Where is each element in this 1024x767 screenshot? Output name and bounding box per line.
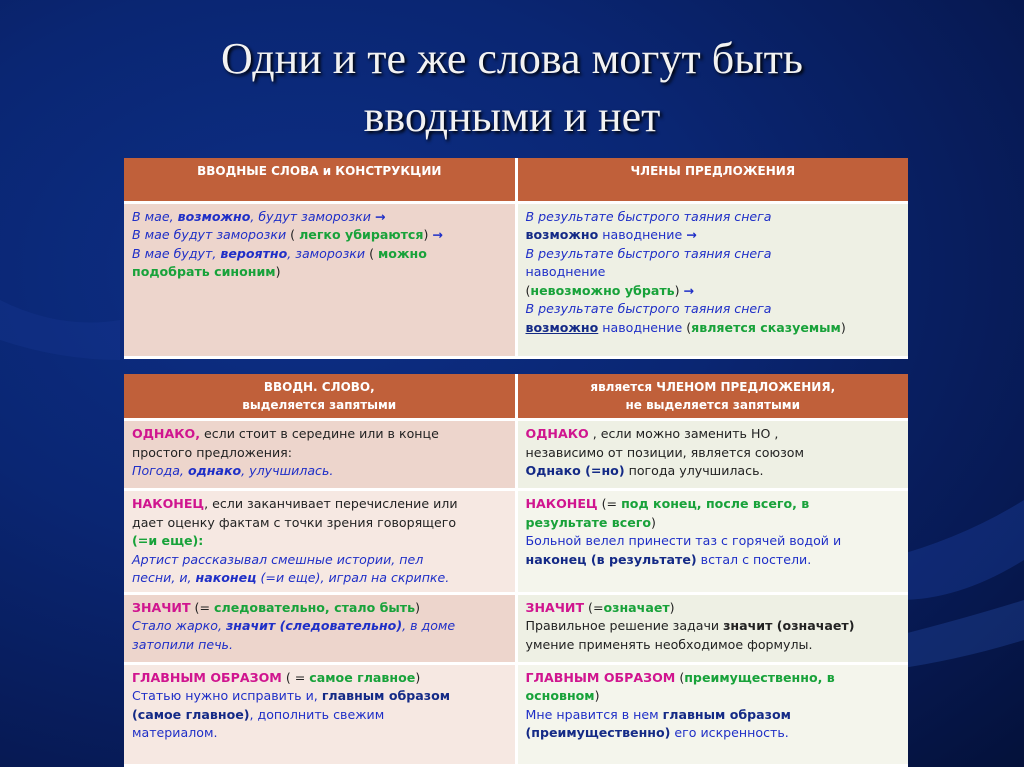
text-segment: означает — [603, 599, 670, 615]
text-segment: Правильное решение задачи — [525, 618, 724, 633]
cell-line — [526, 669, 901, 688]
cell-line — [526, 636, 901, 655]
table2-row-glavnym-right — [516, 663, 908, 765]
text-segment: (= — [132, 533, 149, 548]
text-segment: ( — [365, 245, 379, 261]
cell-line — [526, 495, 901, 514]
text-segment: можно — [378, 245, 427, 261]
text-segment: Статью нужно исправить и, — [132, 688, 322, 703]
cell-line — [132, 636, 507, 655]
text-segment: (= — [584, 599, 604, 615]
cell-line — [132, 462, 507, 481]
arrow-icon: → — [683, 282, 695, 298]
cell-line — [526, 226, 901, 245]
table2-header-left — [124, 374, 516, 420]
text-segment: однако — [187, 463, 242, 478]
text-segment: если стоит в середине или в конце — [200, 426, 439, 441]
text-segment: В результате быстрого таяния снега — [525, 245, 772, 261]
text-segment: , улучшилась. — [241, 463, 334, 478]
table-introductory-vs-members — [124, 158, 908, 359]
text-segment: самое главное — [309, 669, 416, 685]
table2-header-left-line2: выделяется запятыми — [242, 398, 397, 412]
text-segment: простого предложения: — [132, 444, 292, 460]
text-segment: главным образом — [321, 688, 451, 703]
text-segment: Артист рассказывал смешные истории, пел — [132, 551, 424, 567]
cell-line — [526, 462, 901, 481]
text-segment: независимо от позиции, является союзом — [525, 444, 804, 460]
cell-line — [526, 425, 901, 444]
cell-line — [526, 263, 901, 282]
cell-line — [132, 245, 507, 264]
cell-line — [526, 245, 901, 264]
text-segment: дает оценку фактам с точки зрения говорящего — [132, 514, 457, 530]
text-segment: НАКОНЕЦ — [132, 496, 205, 511]
text-segment: возможно — [177, 208, 251, 224]
text-segment: легко убираются — [299, 227, 424, 242]
cell-line — [526, 282, 901, 301]
text-segment: (= — [597, 496, 622, 511]
text-segment: наконец (в результате) — [525, 551, 697, 567]
text-segment: ) — [275, 264, 281, 279]
arrow-icon: → — [374, 208, 386, 224]
text-segment: В мае, — [132, 208, 178, 224]
text-segment: В мае будут, — [132, 245, 221, 261]
cell-line — [132, 617, 507, 636]
text-segment: Однако (=но) — [525, 463, 625, 478]
text-segment: , играл на скрипке. — [320, 570, 450, 585]
text-segment: погода улучшилась. — [624, 463, 764, 478]
text-segment: и еще — [148, 533, 193, 548]
text-segment: под конец, после всего, в — [621, 496, 810, 511]
text-segment: ) — [840, 319, 846, 335]
text-segment: , заморозки — [287, 245, 366, 261]
cell-line — [526, 706, 901, 725]
cell-line — [526, 514, 901, 533]
text-segment: ) — [594, 688, 600, 703]
text-segment: наводнение — [525, 264, 606, 279]
text-segment: ): — [192, 533, 204, 548]
text-segment: , если можно заменить НО , — [588, 426, 779, 441]
cell-line — [526, 532, 901, 551]
table2-row-znachit-right — [516, 593, 908, 663]
text-segment: НАКОНЕЦ — [525, 496, 598, 511]
title-line-2: вводными и нет — [363, 92, 661, 141]
cell-line — [526, 300, 901, 319]
text-segment: встал с постели. — [696, 551, 812, 567]
cell-line — [526, 724, 901, 743]
cell-line — [132, 599, 507, 618]
cell-line — [526, 599, 901, 618]
text-segment: преимущественно, в — [684, 669, 835, 685]
table2-row-nakonets-right — [516, 490, 908, 594]
table2-row-nakonets-left — [124, 490, 516, 594]
text-segment: В мае будут заморозки — [132, 227, 287, 242]
table2-header-right-line1: является ЧЛЕНОМ ПРЕДЛОЖЕНИЯ, — [590, 380, 836, 394]
cell-line — [132, 263, 507, 282]
text-segment: подобрать синоним — [132, 264, 276, 279]
text-segment: ОДНАКО — [525, 426, 589, 441]
arrow-icon: → — [686, 227, 697, 242]
cell-line — [526, 208, 901, 227]
cell-line — [132, 724, 507, 743]
table1-header-left: ВВОДНЫЕ СЛОВА и КОНСТРУКЦИИ — [124, 158, 516, 202]
text-segment: невозможно убрать — [530, 282, 675, 298]
cell-line — [132, 425, 507, 444]
text-segment: умение применять необходимое формулы. — [525, 636, 813, 652]
cell-line — [132, 551, 507, 570]
cell-line — [132, 514, 507, 533]
text-segment: ) — [415, 599, 420, 615]
table2-header-right-line2: не выделяется запятыми — [625, 398, 801, 412]
cell-line — [526, 551, 901, 570]
text-segment: , в доме — [402, 618, 456, 633]
table2-row-odnako-right — [516, 420, 908, 490]
text-segment: основном — [525, 688, 595, 703]
text-segment: (= — [190, 599, 215, 615]
text-segment: , будут заморозки — [250, 208, 375, 224]
cell-line — [132, 532, 507, 551]
cell-line — [132, 444, 507, 463]
text-segment: следовательно, стало быть — [214, 599, 416, 615]
table1-header-right: ЧЛЕНЫ ПРЕДЛОЖЕНИЯ — [516, 158, 908, 202]
text-segment: ГЛАВНЫМ ОБРАЗОМ — [132, 669, 282, 685]
table1-cell-right — [516, 202, 908, 357]
cell-line — [132, 569, 507, 588]
text-segment: Мне нравится в нем — [525, 706, 663, 722]
table2-row-znachit-left — [124, 593, 516, 663]
table2-row-glavnym-left — [124, 663, 516, 765]
text-segment: Стало жарко, — [132, 618, 226, 633]
text-segment: Погода, — [132, 463, 188, 478]
text-segment: возможно — [525, 227, 599, 242]
text-segment: ) — [651, 514, 656, 530]
table-word-usage — [124, 374, 908, 767]
text-segment: наводнение — [598, 227, 687, 242]
text-segment: является сказуемым — [691, 319, 841, 335]
text-segment: ( — [686, 319, 692, 335]
title-line-1: Одни и те же слова могут быть — [221, 34, 803, 83]
cell-line — [132, 669, 507, 688]
text-segment: (самое главное) — [132, 706, 250, 722]
text-segment: песни, и, — [132, 570, 196, 585]
text-segment: ) — [415, 669, 421, 685]
text-segment: Больной велел принести таз с горячей водой и — [525, 533, 842, 548]
text-segment: значит (означает) — [723, 618, 855, 633]
cell-line — [526, 687, 901, 706]
text-segment: главным образом — [662, 706, 791, 722]
arrow-icon: → — [432, 227, 443, 242]
text-segment: ) — [669, 599, 675, 615]
text-segment: ) — [674, 282, 684, 298]
cell-line — [526, 319, 901, 338]
cell-line — [526, 617, 901, 636]
text-segment: ( = — [281, 669, 310, 685]
table2-header-left-line1: ВВОДН. СЛОВО, — [263, 380, 375, 394]
text-segment: значит (следовательно) — [225, 618, 403, 633]
text-segment: вероятно — [220, 245, 288, 261]
text-segment: наконец — [195, 570, 257, 585]
cell-line — [132, 495, 507, 514]
text-segment: его искренность. — [670, 725, 789, 740]
text-segment: наводнение — [598, 319, 687, 335]
text-segment: ОДНАКО, — [132, 426, 200, 441]
text-segment: результате всего — [525, 514, 652, 530]
text-segment: ГЛАВНЫМ ОБРАЗОМ — [525, 669, 676, 685]
cell-line — [132, 687, 507, 706]
table1-cell-left — [124, 202, 516, 357]
cell-line — [526, 444, 901, 463]
table2-header-right — [516, 374, 908, 420]
text-segment: возможно — [525, 319, 599, 335]
text-segment: В результате быстрого таяния снега — [525, 301, 772, 316]
text-segment: В результате быстрого таяния снега — [525, 208, 772, 224]
cell-line — [132, 208, 507, 227]
text-segment: ( — [675, 669, 685, 685]
text-segment: ЗНАЧИТ — [132, 599, 191, 615]
text-segment: (преимущественно) — [525, 725, 671, 740]
text-segment: ЗНАЧИТ — [525, 599, 585, 615]
text-segment: затопили печь. — [132, 636, 233, 652]
text-segment: ) — [423, 227, 433, 242]
text-segment: ( — [286, 227, 300, 242]
slide-title — [0, 30, 1024, 146]
table2-row-odnako-left — [124, 420, 516, 490]
text-segment: , дополнить свежим — [249, 706, 385, 722]
cell-line — [132, 706, 507, 725]
text-segment: , если заканчивает перечисление или — [204, 496, 458, 511]
text-segment: ( — [525, 282, 531, 298]
cell-line — [132, 226, 507, 245]
text-segment: (=и еще) — [256, 570, 321, 585]
text-segment: материалом. — [132, 725, 218, 740]
